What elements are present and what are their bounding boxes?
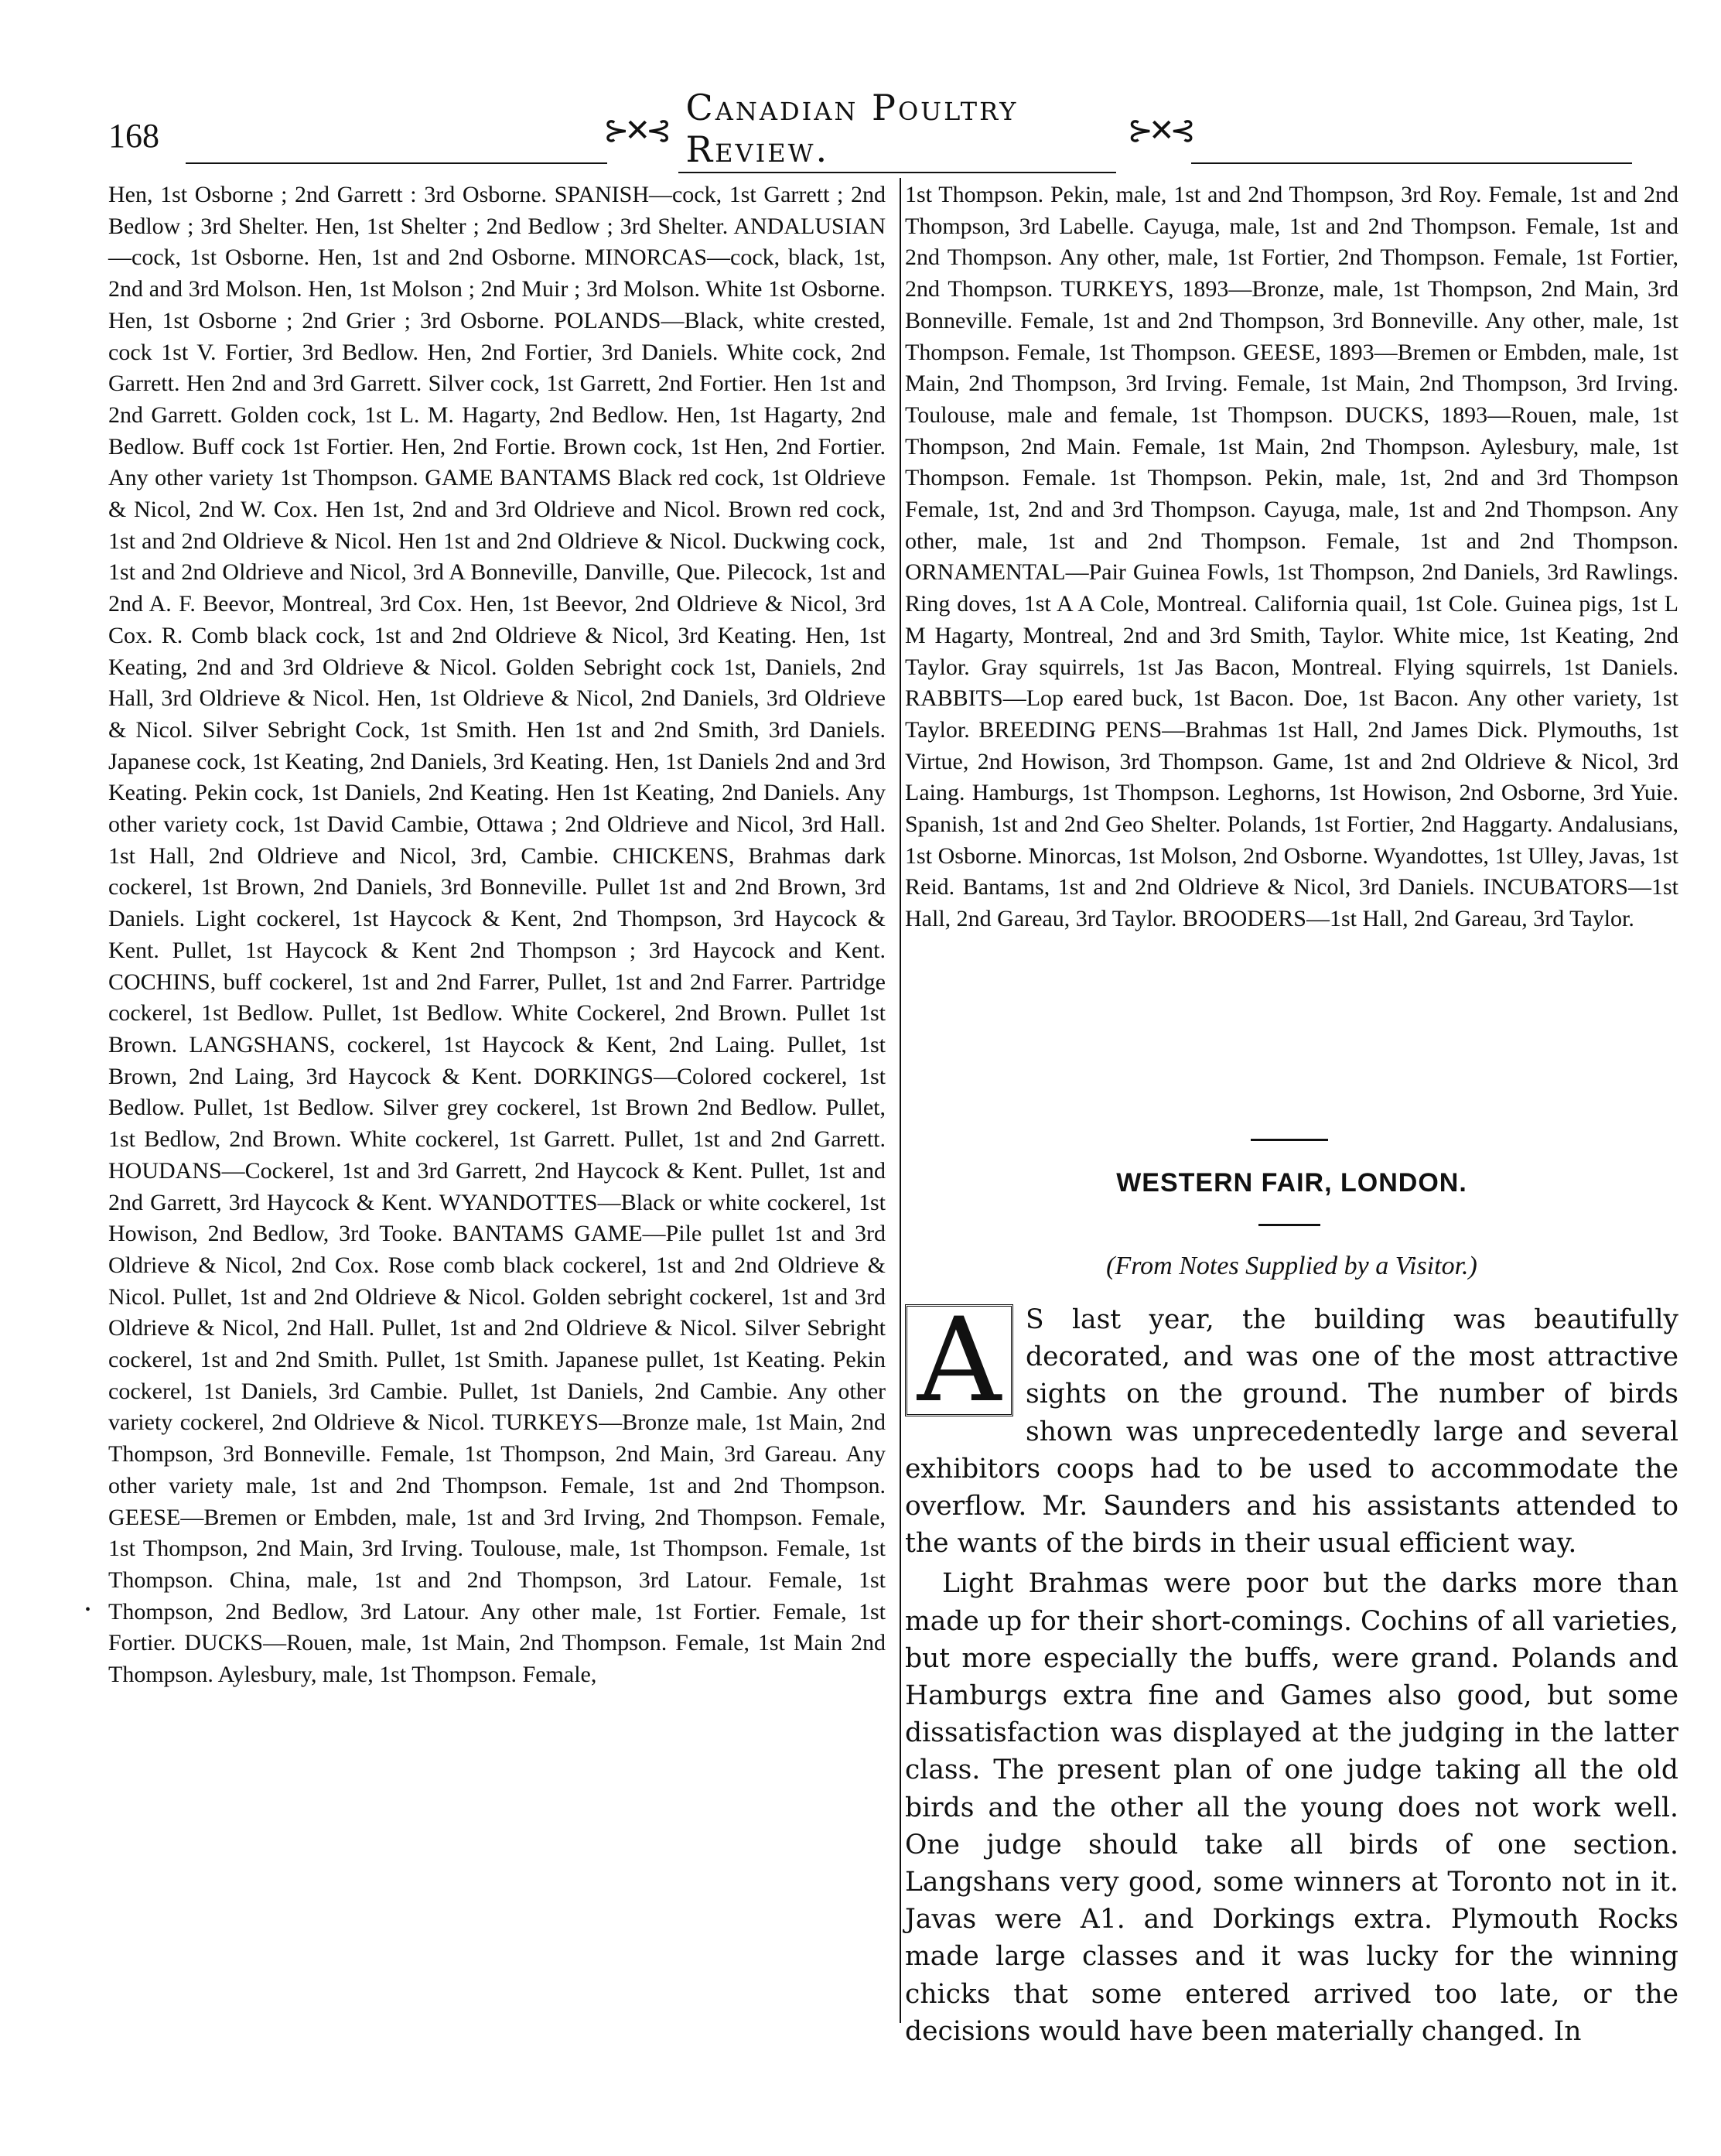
margin-mark: • bbox=[85, 1601, 91, 1618]
page-number: 168 bbox=[108, 117, 159, 155]
masthead-title: Canadian Poultry Review. bbox=[678, 87, 1117, 173]
right-ornament: ⊱✕⊰ bbox=[1127, 112, 1191, 148]
article-paragraph-2: Light Brahmas were poor but the darks more than made up for their short-comings. Cochins of all varieties, but more especially the buffs, were grand. Polands and Hamburgs extra fine and Games also good, but some dissatisfaction was displayed at the judging in the latter class. The present plan of one judge taking all the old birds and the other all the young does not work well. One judge should take all birds of one section. Langshans very good, some winners at Toronto not in it. Javas were A1. and Dorkings extra. Plymouth Rocks made large classes and it was lucky for the winning chicks that some entered arrived too late, or the decisions would have been materially changed. In bbox=[905, 1568, 1678, 2047]
article-title: WESTERN FAIR, LONDON. bbox=[1116, 1168, 1467, 1198]
left-ornament: ⊱✕⊰ bbox=[603, 112, 668, 148]
article-rule-bottom bbox=[1258, 1224, 1320, 1226]
column-divider bbox=[900, 178, 901, 2023]
left-column-text: Hen, 1st Osborne ; 2nd Garrett : 3rd Osborne. SPANISH—cock, 1st Garrett ; 2nd Bedlow ; 3rd Shelter. Hen, 1st Shelter ; 2nd Bedlow ; 3rd Shelter. ANDALUSIAN—cock, 1st Osborne. Hen, 1st and 2nd Osborne. MINORCAS—cock, black, 1st, 2nd and 3rd Molson. Hen, 1st Molson ; 2nd Muir ; 3rd Molson. White 1st Osborne. Hen, 1st Osborne ; 2nd Grier ; 3rd Osborne. POLANDS—Black, white crested, cock 1st V. Fortier, 3rd Bedlow. Hen, 2nd Fortier, 3rd Daniels. White cock, 2nd Garrett. Hen 2nd and 3rd Garrett. Silver cock, 1st Garrett, 2nd Fortier. Hen 1st and 2nd Garrett. Golden cock, 1st L. M. Hagarty, 2nd Bedlow. Hen, 1st Hagarty, 2nd Bedlow. Buff cock 1st Fortier. Hen, 2nd Fortie. Brown cock, 1st Hen, 2nd Fortier. Any other variety 1st Thompson. GAME BANTAMS Black red cock, 1st Oldrieve & Nicol, 2nd W. Cox. Hen 1st, 2nd and 3rd Oldrieve and Nicol. Brown red cock, 1st and 2nd Oldrieve & Nicol. Hen 1st and 2nd Oldrieve & Nicol. Duckwing cock, 1st and 2nd Oldrieve and Nicol, 3rd A Bonneville, Danville, Que. Pilecock, 1st and 2nd A. F. Beevor, Montreal, 3rd Cox. Hen, 1st Beevor, 2nd Oldrieve & Nicol, 3rd Cox. R. Comb black cock, 1st and 2nd Oldrieve & Nicol, 3rd Keating. Hen, 1st Keating, 2nd and 3rd Oldrieve & Nicol. Golden Sebright cock 1st, Daniels, 2nd Hall, 3rd Oldrieve & Nicol. Hen, 1st Oldrieve & Nicol, 2nd Daniels, 3rd Oldrieve & Nicol. Silver Sebright Cock, 1st Smith. Hen 1st and 2nd Smith, 3rd Daniels. Japanese cock, 1st Keating, 2nd Daniels, 3rd Keating. Hen, 1st Daniels 2nd and 3rd Keating. Pekin cock, 1st Daniels, 2nd Keating. Hen 1st Keating, 2nd Daniels. Any other variety cock, 1st David Cambie, Ottawa ; 2nd Oldrieve and Nicol, 3rd Hall. 1st Hall, 2nd Oldrieve and Nicol, 3rd, Cambie. CHICKENS, Brahmas dark cockerel, 1st Brown, 2nd Daniels, 3rd Bonneville. Pullet 1st and 2nd Brown, 3rd Daniels. Light cockerel, 1st Haycock & Kent, 2nd Thompson, 3rd Haycock & Kent. Pullet, 1st Haycock & Kent 2nd Thompson ; 3rd Haycock and Kent. COCHINS, buff cockerel, 1st and 2nd Farrer, Pullet, 1st and 2nd Farrer. Partridge cockerel, 1st Bedlow. Pullet, 1st Bedlow. White Cockerel, 2nd Brown. Pullet 1st Brown. LANGSHANS, cockerel, 1st Haycock & Kent, 2nd Laing. Pullet, 1st Brown, 2nd Laing, 3rd Haycock & Kent. DORKINGS—Colored cockerel, 1st Bedlow. Pullet, 1st Bedlow. Silver grey cockerel, 1st Brown 2nd Bedlow. Pullet, 1st Bedlow, 2nd Brown. White cockerel, 1st Garrett. Pullet, 1st and 2nd Garrett. HOUDANS—Cockerel, 1st and 3rd Garrett, 2nd Haycock & Kent. Pullet, 1st and 2nd Garrett, 3rd Haycock & Kent. WYANDOTTES—Black or white cockerel, 1st Howison, 2nd Bedlow, 3rd Tooke. BANTAMS GAME—Pile pullet 1st and 3rd Oldrieve & Nicol, 2nd Cox. Rose comb black cockerel, 1st and 2nd Oldrieve & Nicol. Pullet, 1st and 2nd Oldrieve & Nicol. Golden sebright cockerel, 1st and 3rd Oldrieve & Nicol, 2nd Hall. Pullet, 1st and 2nd Oldrieve & Nicol. Silver Sebright cockerel, 1st and 2nd Smith. Pullet, 1st Smith. Japanese pullet, 1st Keating. Pekin cockerel, 1st Daniels, 3rd Cambie. Pullet, 1st Daniels, 2nd Cambie. Any other variety cockerel, 2nd Oldrieve & Nicol. TURKEYS—Bronze male, 1st Main, 2nd Thompson, 3rd Bonneville. Female, 1st Thompson, 2nd Main, 3rd Gareau. Any other variety male, 1st and 2nd Thompson. Female, 1st and 2nd Thompson. GEESE—Bremen or Embden, male, 1st and 3rd Irving, 2nd Thompson. Female, 1st Thompson, 2nd Main, 3rd Irving. Toulouse, male, 1st Thompson. Female, 1st Thompson. China, male, 1st and 2nd Thompson, 3rd Latour. Female, 1st Thompson, 2nd Bedlow, 3rd Latour. Any other male, 1st Fortier. Female, 1st Fortier. DUCKS—Rouen, male, 1st Main, 2nd Thompson. Female, 1st Main 2nd Thompson. Aylesbury, male, 1st Thompson. Female, bbox=[108, 182, 886, 1688]
header-rule-right bbox=[1191, 162, 1632, 164]
drop-cap: A bbox=[905, 1304, 1013, 1416]
left-column bbox=[108, 179, 886, 1691]
article-subtitle: (From Notes Supplied by a Visitor.) bbox=[1106, 1252, 1477, 1280]
article-body bbox=[905, 1293, 1678, 2050]
right-column bbox=[905, 179, 1678, 935]
right-column-text: 1st Thompson. Pekin, male, 1st and 2nd Thompson, 3rd Roy. Female, 1st and 2nd Thompson, 3rd Labelle. Cayuga, male, 1st and 2nd Thompson. Female, 1st and 2nd Thompson. Any other, male, 1st Fortier, 2nd Thompson. Female, 1st Fortier, 2nd Thompson. TURKEYS, 1893—Bronze, male, 1st Thompson, 2nd Main, 3rd Bonneville. Female, 1st and 2nd Thompson, 3rd Bonneville. Any other, male, 1st Thompson. Female, 1st Thompson. GEESE, 1893—Bremen or Embden, male, 1st Main, 2nd Thompson, 3rd Irving. Female, 1st Main, 2nd Thompson, 3rd Irving. Toulouse, male and female, 1st Thompson. DUCKS, 1893—Rouen, male, 1st Thompson, 2nd Main. Female, 1st Main, 2nd Thompson. Aylesbury, male, 1st Thompson. Female. 1st Thompson. Pekin, male, 1st, 2nd and 3rd Thompson Female, 1st, 2nd and 3rd Thompson. Cayuga, male, 1st and 2nd Thompson. Any other, male, 1st and 2nd Thompson. Female, 1st and 2nd Thompson. ORNAMENTAL—Pair Guinea Fowls, 1st Thompson, 2nd Daniels, 3rd Rawlings. Ring doves, 1st A A Cole, Montreal. California quail, 1st Cole. Guinea pigs, 1st L M Hagarty, Montreal, 2nd and 3rd Smith, Taylor. White mice, 1st Keating, 2nd Taylor. Gray squirrels, 1st Jas Bacon, Montreal. Flying squirrels, 1st Daniels. RABBITS—Lop eared buck, 1st Bacon. Doe, 1st Bacon. Any other variety, 1st Taylor. BREEDING PENS—Brahmas 1st Hall, 2nd James Dick. Plymouths, 1st Virtue, 2nd Howison, 3rd Thompson. Game, 1st and 2nd Oldrieve & Nicol, 3rd Laing. Hamburgs, 1st Thompson. Leghorns, 1st Howison, 2nd Osborne, 3rd Yuie. Spanish, 1st and 2nd Geo Shelter. Polands, 1st Fortier, 2nd Haggarty. Andalusians, 1st Osborne. Minorcas, 1st Molson, 2nd Osborne. Wyandottes, 1st Ulley, Javas, 1st Reid. Bantams, 1st and 2nd Oldrieve & Nicol, 3rd Daniels. INCUBATORS—1st Hall, 2nd Gareau, 3rd Taylor. BROODERS—1st Hall, 2nd Gareau, 3rd Taylor. bbox=[905, 182, 1678, 932]
article-paragraph-1 bbox=[905, 1293, 1678, 1562]
header-rule-left bbox=[186, 162, 607, 164]
masthead bbox=[603, 87, 1191, 170]
article-paragraph-1-text: S last year, the building was beautifully decorated, and was one of the most attractive sights on the ground. The number of birds shown was unprecedentedly large and several exhibitors coops had to be used to accommodate the overflow. Mr. Saunders and his assistants attended to the wants of the birds in their usual efficient way. bbox=[905, 1304, 1678, 1560]
article-rule-top bbox=[1251, 1139, 1328, 1141]
